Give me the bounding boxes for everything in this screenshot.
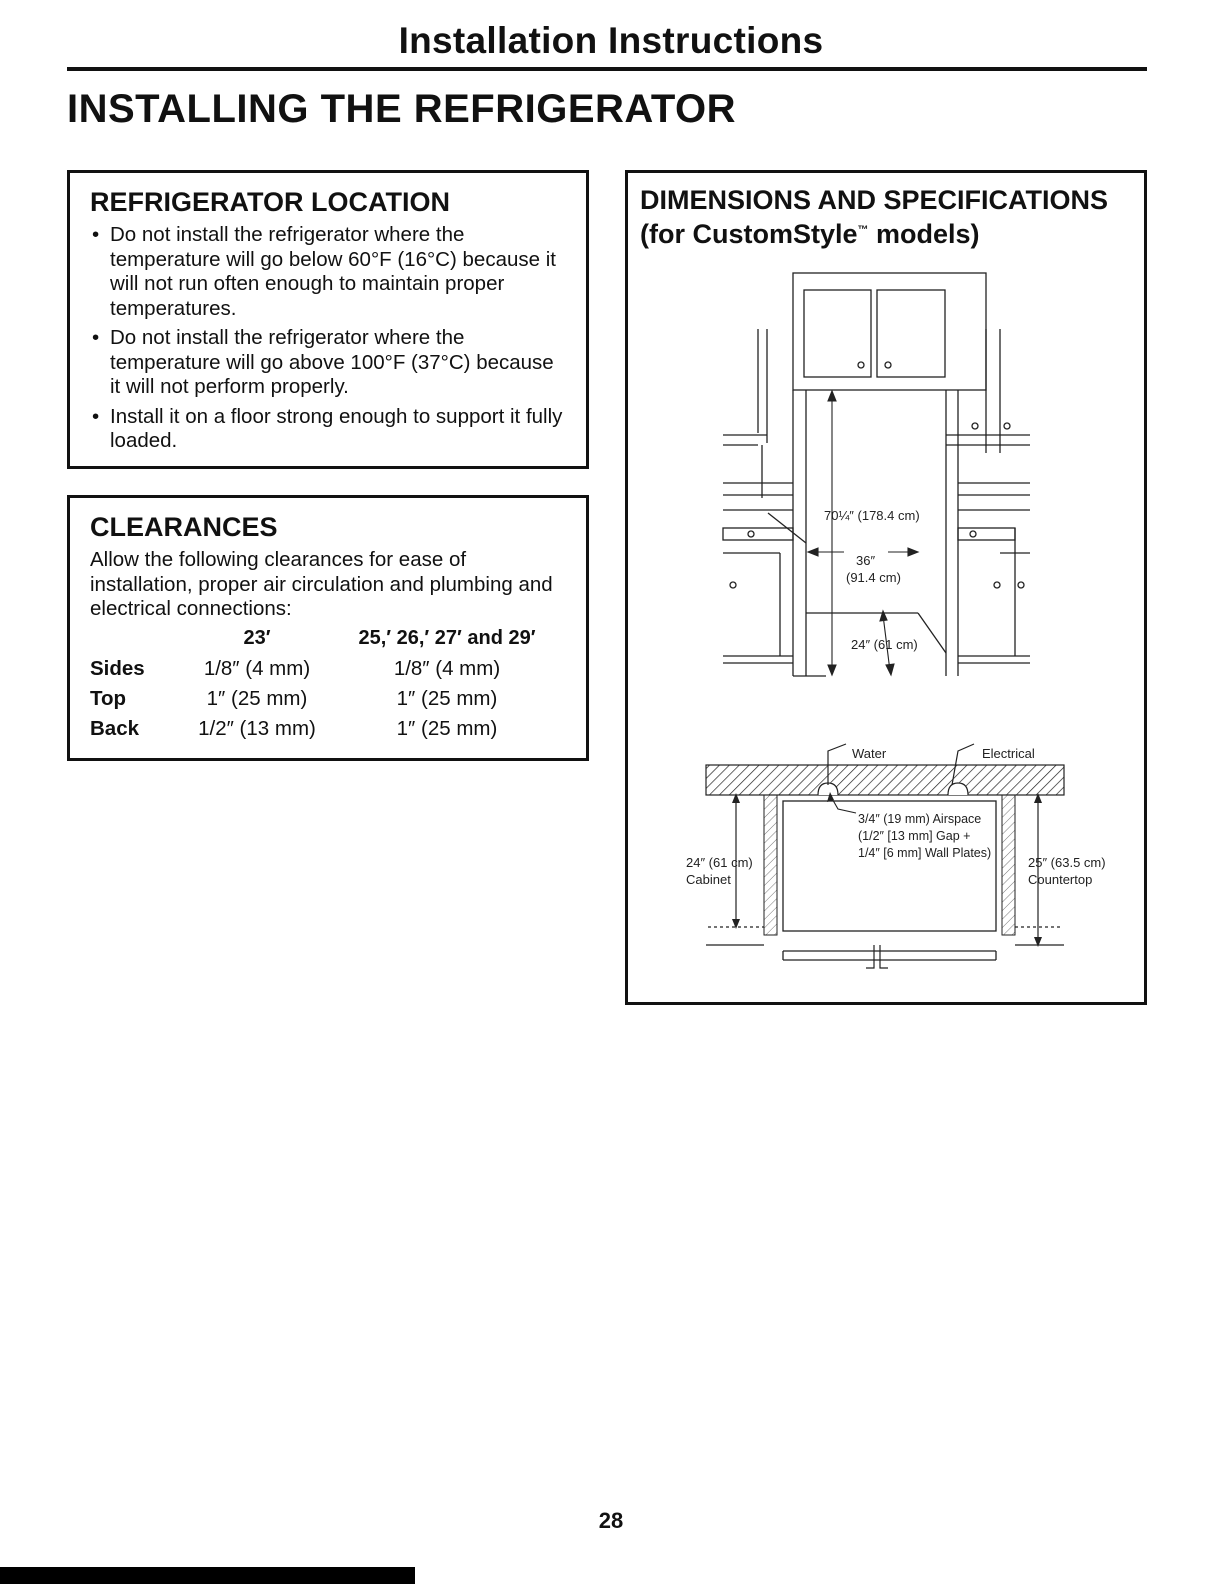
dimensions-heading: DIMENSIONS AND SPECIFICATIONS [640, 185, 1109, 215]
clearances-header-row [90, 624, 562, 654]
clearances-intro: Allow the following clearances for ease of installation, proper air circulation and plumbing and electrical connections: [90, 548, 553, 620]
bullet-icon: • [92, 404, 100, 428]
dimensions-diagram [628, 173, 1144, 1002]
clearances-heading: CLEARANCES [90, 512, 278, 542]
countertop-depth: 25″ (63.5 cm) [1028, 855, 1106, 870]
column-header: 25,′ 26,′ 27′ and 29′ [358, 627, 536, 649]
cabinet-depth: 24″ (61 cm) [686, 855, 753, 870]
airspace-line-1: 3/4″ (19 mm) Airspace [858, 812, 982, 826]
cell: 1/8″ (4 mm) [393, 656, 501, 680]
page-title: INSTALLING THE REFRIGERATOR [67, 87, 737, 131]
table-row [90, 714, 562, 744]
height-dimension: 70¼″ (178.4 cm) [824, 508, 920, 523]
location-bullet [90, 326, 568, 400]
front-view-drawing [723, 273, 1030, 676]
location-bullets [90, 223, 568, 454]
width-metric: (91.4 cm) [846, 570, 901, 585]
cell: 1/8″ (4 mm) [203, 656, 311, 680]
countertop-label: Countertop [1028, 872, 1093, 887]
electrical-label: Electrical [982, 746, 1035, 761]
dimensions-subheading: (for CustomStyle™ models) [640, 219, 980, 249]
table-row [90, 684, 562, 714]
column-header: 23′ [243, 627, 271, 649]
page-number: 28 [598, 1508, 624, 1533]
bullet-icon: • [92, 223, 100, 246]
water-label: Water [852, 746, 887, 761]
dimensions-box [625, 170, 1147, 1005]
row-label: Top [90, 686, 127, 710]
section-title: Installation Instructions [398, 20, 824, 61]
row-label: Back [90, 716, 140, 740]
location-heading: REFRIGERATOR LOCATION [90, 187, 450, 217]
location-bullet [90, 223, 568, 321]
bullet-text: Do not install the refrigerator where the temperature will go below 60°F (16°C) because it will not run often enough to maintain proper temperatures. [110, 223, 556, 320]
clearances-box [67, 495, 589, 761]
header-rule [67, 67, 1147, 71]
cell: 1″ (25 mm) [396, 716, 498, 740]
bullet-icon: • [92, 326, 100, 349]
cabinet-label: Cabinet [686, 872, 731, 887]
front-dimension-arrows [808, 391, 918, 675]
bullet-text: Do not install the refrigerator where the temperature will go above 100°F (37°C) because it will not perform properly. [110, 326, 554, 398]
row-label: Sides [90, 656, 145, 680]
bullet-text: Install it on a floor strong enough to support it fully loaded. [110, 404, 563, 452]
location-bullet [90, 405, 568, 454]
airspace-line-2: (1/2″ [13 mm] Gap + [858, 829, 971, 843]
airspace-line-3: 1/4″ [6 mm] Wall Plates) [858, 846, 992, 860]
clearances-table [90, 624, 562, 744]
depth-dimension: 24″ (61 cm) [851, 637, 918, 652]
refrigerator-location-box [67, 170, 589, 469]
footer-bar [0, 1567, 415, 1584]
table-row [90, 654, 562, 684]
cell: 1″ (25 mm) [206, 686, 308, 710]
cell: 1/2″ (13 mm) [198, 716, 316, 740]
width-dimension: 36″ [856, 553, 876, 568]
cell: 1″ (25 mm) [396, 686, 498, 710]
trademark-symbol: ™ [857, 224, 869, 236]
